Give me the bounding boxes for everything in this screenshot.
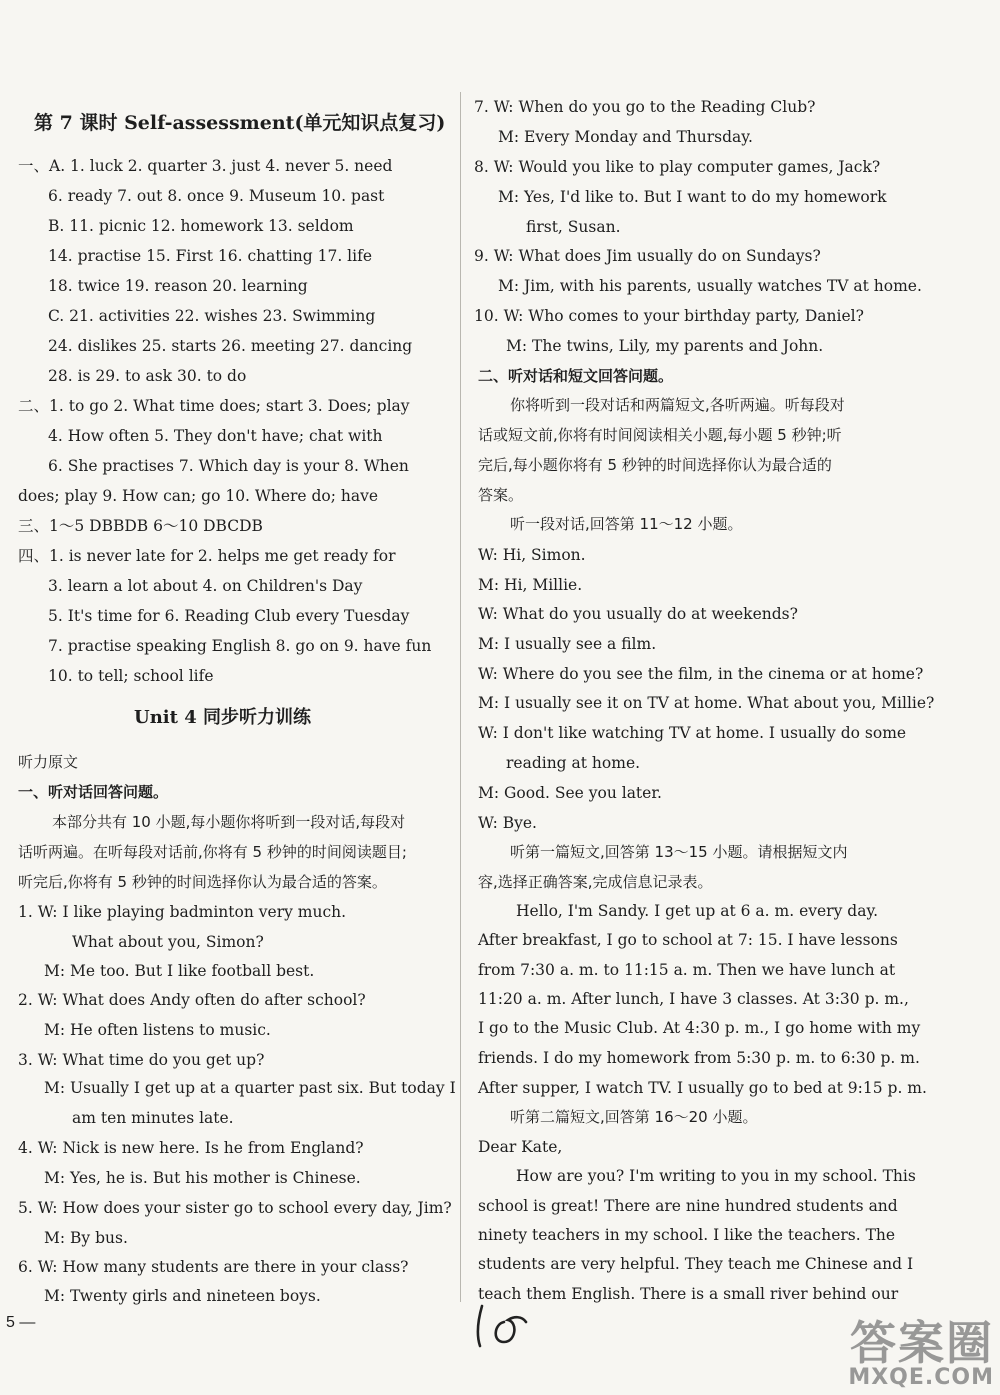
- column-divider: [460, 92, 461, 1302]
- right-text-line: M: Yes, I'd like to. But I want to do my homework: [498, 188, 887, 206]
- left-text-line: 2. W: What does Andy often do after school?: [18, 991, 366, 1009]
- right-text-line: 答案。: [478, 486, 524, 504]
- left-text-line: 一、听对话回答问题。: [18, 783, 169, 801]
- left-text-line: M: By bus.: [44, 1229, 128, 1247]
- left-text-line: 二、1. to go 2. What time does; start 3. Does; play: [18, 397, 410, 415]
- left-text-line: 6. W: How many students are there in your class?: [18, 1258, 409, 1276]
- right-text-line: M: I usually see a film.: [478, 635, 657, 653]
- left-text-line: 4. W: Nick is new here. Is he from England?: [18, 1139, 364, 1157]
- right-text-line: students are very helpful. They teach me Chinese and I: [478, 1255, 914, 1273]
- right-text-line: M: Hi, Millie.: [478, 576, 583, 594]
- right-text-line: How are you? I'm writing to you in my school. This: [516, 1167, 916, 1185]
- right-text-line: M: Jim, with his parents, usually watches TV at home.: [498, 277, 922, 295]
- right-text-line: 二、听对话和短文回答问题。: [478, 367, 674, 385]
- right-text-line: friends. I do my homework from 5:30 p. m. to 6:30 p. m.: [478, 1049, 920, 1067]
- right-text-line: W: What do you usually do at weekends?: [478, 605, 798, 623]
- right-text-line: 9. W: What does Jim usually do on Sundays?: [474, 247, 821, 265]
- right-text-line: M: The twins, Lily, my parents and John.: [506, 337, 824, 355]
- page-number: 5 —: [6, 1314, 36, 1331]
- left-text-line: M: Yes, he is. But his mother is Chinese.: [44, 1169, 361, 1187]
- watermark: 答案圈 MXQE.COM: [848, 1316, 994, 1390]
- left-text-line: M: Me too. But I like football best.: [44, 962, 315, 980]
- right-text-line: reading at home.: [506, 754, 641, 772]
- right-text-line: 听第一篇短文,回答第 13～15 小题。请根据短文内: [510, 843, 848, 861]
- left-text-line: 第 7 课时 Self-assessment(单元知识点复习): [34, 112, 446, 134]
- left-text-line: 18. twice 19. reason 20. learning: [48, 277, 308, 295]
- right-text-line: After breakfast, I go to school at 7: 15. I have lessons: [478, 931, 898, 949]
- handwritten-mark: [474, 1300, 534, 1350]
- left-text-line: M: He often listens to music.: [44, 1021, 271, 1039]
- right-text-line: 11:20 a. m. After lunch, I have 3 classes. At 3:30 p. m.,: [478, 990, 909, 1008]
- left-text-line: 14. practise 15. First 16. chatting 17. life: [48, 247, 373, 265]
- right-text-line: M: Every Monday and Thursday.: [498, 128, 753, 146]
- right-text-line: 7. W: When do you go to the Reading Club?: [474, 98, 816, 116]
- left-text-line: 4. How often 5. They don't have; chat with: [48, 427, 383, 445]
- left-text-line: Unit 4 同步听力训练: [134, 707, 311, 728]
- right-text-line: 10. W: Who comes to your birthday party, Daniel?: [474, 307, 864, 325]
- left-text-line: 本部分共有 10 小题,每小题你将听到一段对话,每段对: [52, 813, 406, 831]
- left-text-line: 10. to tell; school life: [48, 667, 214, 685]
- right-text-line: M: Good. See you later.: [478, 784, 662, 802]
- right-text-line: After supper, I watch TV. I usually go to bed at 9:15 p. m.: [478, 1079, 927, 1097]
- right-text-line: 完后,每小题你将有 5 秒钟的时间选择你认为最合适的: [478, 456, 832, 474]
- left-text-line: 28. is 29. to ask 30. to do: [48, 367, 247, 385]
- right-text-line: W: Bye.: [478, 814, 537, 832]
- left-text-line: 三、1～5 DBBDB 6～10 DBCDB: [18, 517, 263, 535]
- right-text-line: 8. W: Would you like to play computer games, Jack?: [474, 158, 881, 176]
- right-text-line: W: Where do you see the film, in the cinema or at home?: [478, 665, 924, 683]
- right-text-line: from 7:30 a. m. to 11:15 a. m. Then we have lunch at: [478, 961, 896, 979]
- right-text-line: school is great! There are nine hundred students and: [478, 1197, 898, 1215]
- left-text-line: 5. It's time for 6. Reading Club every Tuesday: [48, 607, 410, 625]
- right-text-line: 话或短文前,你将有时间阅读相关小题,每小题 5 秒钟;听: [478, 426, 842, 444]
- left-text-line: M: Twenty girls and nineteen boys.: [44, 1287, 321, 1305]
- left-text-line: 7. practise speaking English 8. go on 9. have fun: [48, 637, 432, 655]
- right-text-line: 听一段对话,回答第 11～12 小题。: [510, 515, 743, 533]
- left-text-line: 话听两遍。在听每段对话前,你将有 5 秒钟的时间阅读题目;: [18, 843, 407, 861]
- left-text-line: am ten minutes late.: [72, 1109, 234, 1127]
- left-text-line: 听力原文: [18, 753, 79, 771]
- left-text-line: 3. W: What time do you get up?: [18, 1051, 265, 1069]
- left-text-line: does; play 9. How can; go 10. Where do; have: [18, 487, 379, 505]
- left-text-line: 6. She practises 7. Which day is your 8. When: [48, 457, 409, 475]
- left-text-line: 一、A. 1. luck 2. quarter 3. just 4. never 5. need: [18, 157, 393, 175]
- left-text-line: 24. dislikes 25. starts 26. meeting 27. dancing: [48, 337, 413, 355]
- right-text-line: 听第二篇短文,回答第 16～20 小题。: [510, 1108, 758, 1126]
- right-text-line: I go to the Music Club. At 4:30 p. m., I go home with my: [478, 1019, 921, 1037]
- left-text-line: C. 21. activities 22. wishes 23. Swimming: [48, 307, 376, 325]
- right-text-line: M: I usually see it on TV at home. What about you, Millie?: [478, 694, 935, 712]
- right-text-line: ninety teachers in my school. I like the teachers. The: [478, 1226, 896, 1244]
- right-text-line: teach them English. There is a small river behind our: [478, 1285, 899, 1303]
- left-text-line: 3. learn a lot about 4. on Children's Day: [48, 577, 363, 595]
- left-text-line: 听完后,你将有 5 秒钟的时间选择你认为最合适的答案。: [18, 873, 387, 891]
- left-text-line: M: Usually I get up at a quarter past six. But today I: [44, 1079, 456, 1097]
- right-text-line: 容,选择正确答案,完成信息记录表。: [478, 873, 713, 891]
- left-text-line: 1. W: I like playing badminton very much.: [18, 903, 347, 921]
- left-text-line: 6. ready 7. out 8. once 9. Museum 10. past: [48, 187, 385, 205]
- right-text-line: W: Hi, Simon.: [478, 546, 586, 564]
- right-text-line: Dear Kate,: [478, 1138, 563, 1156]
- right-text-line: Hello, I'm Sandy. I get up at 6 a. m. every day.: [516, 902, 879, 920]
- left-text-line: 5. W: How does your sister go to school every day, Jim?: [18, 1199, 452, 1217]
- right-text-line: W: I don't like watching TV at home. I usually do some: [478, 724, 907, 742]
- left-text-line: B. 11. picnic 12. homework 13. seldom: [48, 217, 354, 235]
- right-text-line: 你将听到一段对话和两篇短文,各听两遍。听每段对: [510, 396, 845, 414]
- right-text-line: first, Susan.: [526, 218, 621, 236]
- left-text-line: What about you, Simon?: [72, 933, 264, 951]
- left-text-line: 四、1. is never late for 2. helps me get ready for: [18, 547, 396, 565]
